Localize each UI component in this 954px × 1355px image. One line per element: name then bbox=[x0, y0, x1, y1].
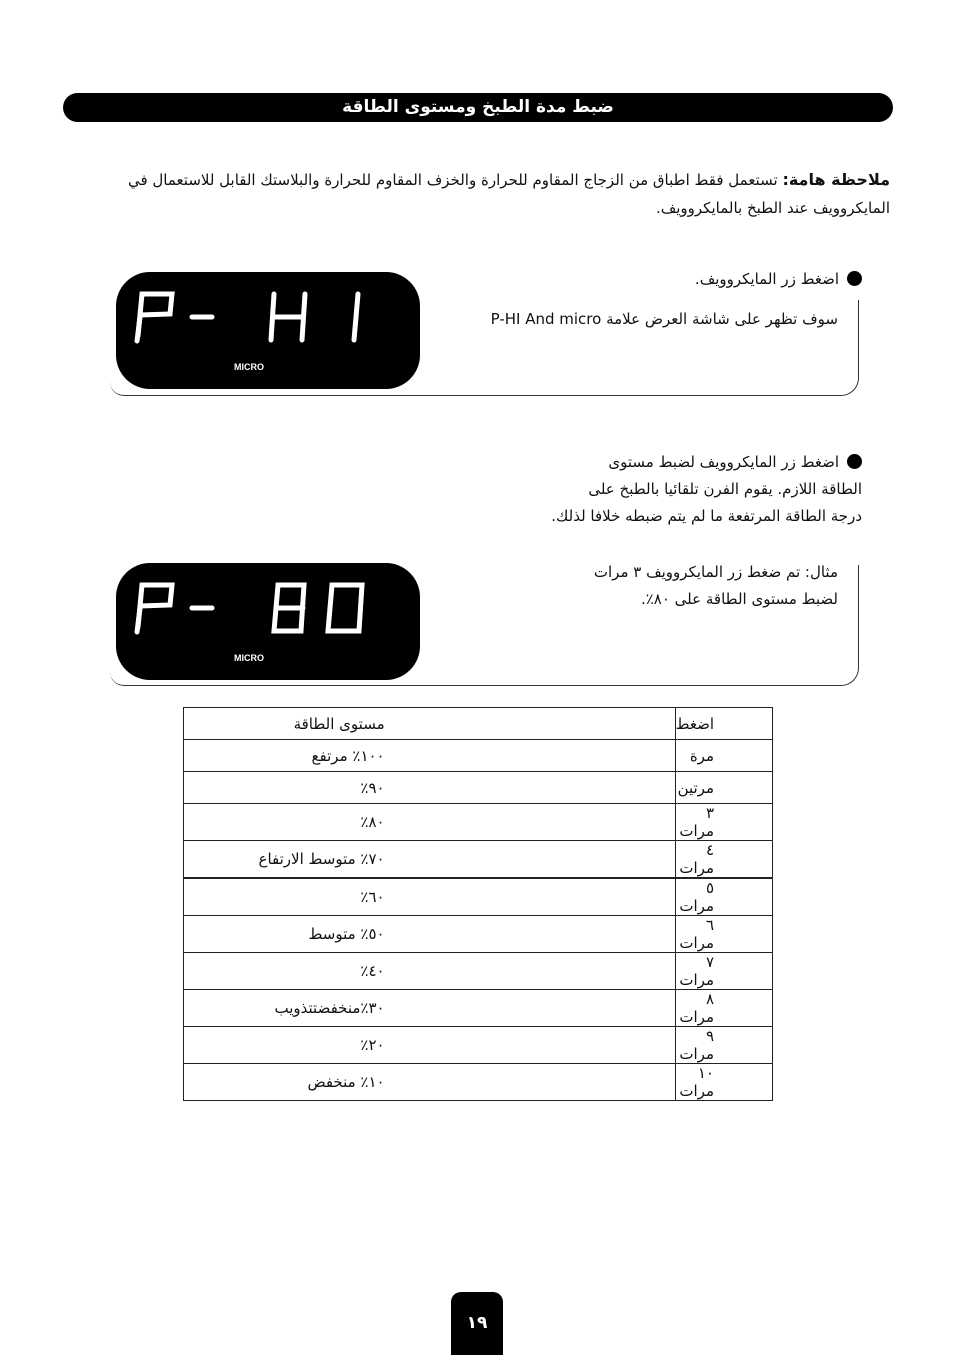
led-digits-p-hi bbox=[116, 272, 420, 389]
step2-example-1: مثال: تم ضغط زر المايكروويف ٣ مرات bbox=[593, 563, 838, 581]
note-label: ملاحظة هامة: bbox=[782, 170, 890, 189]
section-title-bar bbox=[63, 93, 893, 122]
step2-example bbox=[594, 559, 838, 613]
step1-instruction bbox=[695, 266, 862, 293]
micro-indicator: MICRO bbox=[234, 653, 264, 663]
bullet-icon bbox=[847, 454, 862, 469]
led-display-p-hi bbox=[116, 272, 420, 389]
table-row bbox=[184, 804, 773, 841]
table-row bbox=[184, 740, 773, 772]
page-number-tab bbox=[451, 1292, 503, 1355]
press-cell: ٩ مرات bbox=[675, 1027, 772, 1064]
level-cell: ٢٠٪ bbox=[184, 1027, 676, 1064]
level-cell: ٣٠٪منخفضتتذويب bbox=[184, 990, 676, 1027]
press-cell: ٨ مرات bbox=[675, 990, 772, 1027]
led-digit-p bbox=[138, 585, 172, 627]
led-digit-0 bbox=[328, 585, 362, 631]
led-digit-8 bbox=[274, 585, 304, 631]
press-cell: ٦ مرات bbox=[675, 916, 772, 953]
led-digit-i bbox=[354, 294, 358, 340]
led-digit-p bbox=[138, 294, 172, 336]
table-row bbox=[184, 953, 773, 990]
press-cell: مرة bbox=[675, 740, 772, 772]
bullet-icon bbox=[847, 271, 862, 286]
level-cell: ٨٠٪ bbox=[184, 804, 676, 841]
press-cell: ٤ مرات bbox=[675, 841, 772, 879]
press-cell: ٧ مرات bbox=[675, 953, 772, 990]
table-row bbox=[184, 841, 773, 879]
micro-indicator: MICRO bbox=[234, 362, 264, 372]
led-digit-p-stem bbox=[137, 608, 140, 632]
header-level: مستوى الطاقة bbox=[184, 708, 676, 740]
level-cell: ٧٠٪ متوسط الارتفاع bbox=[184, 841, 676, 879]
header-press: اضغط bbox=[675, 708, 772, 740]
note-text-1: تستعمل فقط اطباق من الزجاج المقاوم للحرارة والخزف المقاوم للحرارة والبلاستك القابل للاستعمال في bbox=[127, 171, 778, 189]
table-row bbox=[184, 1027, 773, 1064]
level-cell: ٤٠٪ bbox=[184, 953, 676, 990]
note-text-2: المايكروويف عند الطبخ بالمايكروويف. bbox=[655, 199, 890, 217]
press-cell: مرتين bbox=[675, 772, 772, 804]
step1-display-text: سوف تظهر على شاشة العرض علامة P-HI And micro bbox=[490, 310, 838, 328]
press-cell: ٣ مرات bbox=[675, 804, 772, 841]
page-number: ١٩ bbox=[466, 1313, 488, 1333]
led-digit-p-stem bbox=[137, 317, 140, 341]
important-note bbox=[80, 166, 890, 222]
table-row bbox=[184, 990, 773, 1027]
step2-instruction bbox=[551, 449, 862, 530]
led-digit-h-right bbox=[302, 294, 305, 340]
step2-text-1: اضغط زر المايكروويف لضبط مستوى bbox=[608, 453, 839, 471]
step2-line-1 bbox=[551, 449, 862, 476]
level-cell: ١٠٪ منخفض bbox=[184, 1064, 676, 1101]
led-display-p-80 bbox=[116, 563, 420, 680]
table-row bbox=[184, 772, 773, 804]
table-header-row bbox=[184, 708, 773, 740]
table-row bbox=[184, 916, 773, 953]
table-row bbox=[184, 878, 773, 916]
press-cell: ١٠ مرات bbox=[675, 1064, 772, 1101]
note-line-1 bbox=[80, 166, 890, 194]
page-title: ضبط مدة الطبخ ومستوى الطاقة bbox=[342, 97, 614, 117]
power-level-table bbox=[183, 707, 773, 1101]
level-cell: ٦٠٪ bbox=[184, 878, 676, 916]
step2-text-3: درجة الطاقة المرتفعة ما لم يتم ضبطه خلافا لذلك. bbox=[551, 507, 862, 525]
level-cell: ٩٠٪ bbox=[184, 772, 676, 804]
press-cell: ٥ مرات bbox=[675, 878, 772, 916]
led-digits-p-80 bbox=[116, 563, 420, 680]
level-cell: ١٠٠٪ مرتفع bbox=[184, 740, 676, 772]
level-cell: ٥٠٪ متوسط bbox=[184, 916, 676, 953]
step2-text-2: الطاقة اللازم. يقوم الفرن تلقائيا بالطبخ على bbox=[588, 480, 862, 498]
step1-text: اضغط زر المايكروويف. bbox=[694, 270, 839, 288]
step2-example-2: لضبط مستوى الطاقة على ٨٠٪. bbox=[640, 590, 838, 608]
table-row bbox=[184, 1064, 773, 1101]
